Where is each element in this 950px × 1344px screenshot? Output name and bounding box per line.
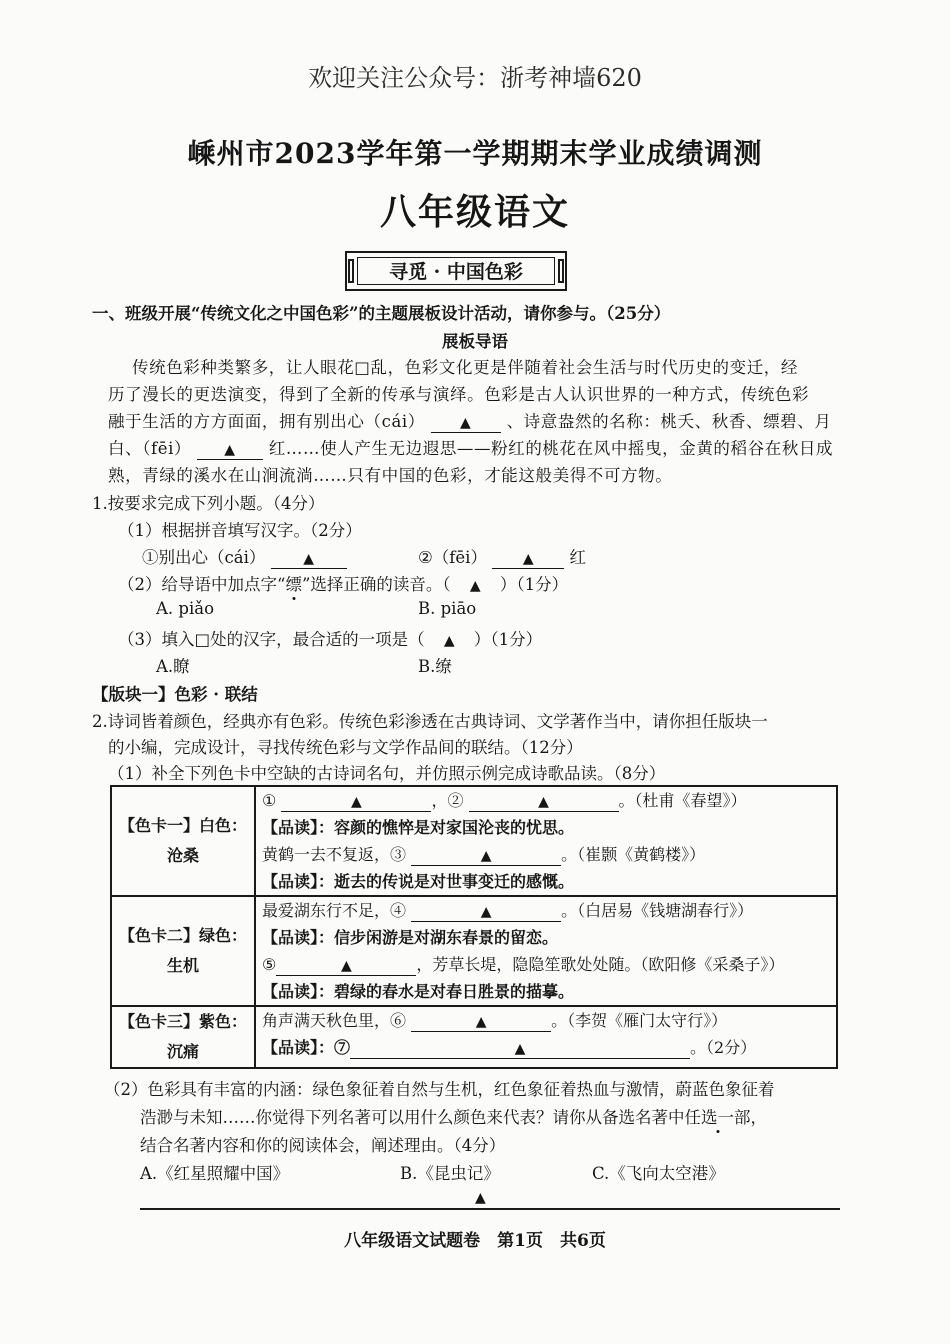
q2-sub2-line3: 结合名著内容和你的阅读体会，阐述理由。（4分）: [140, 1136, 506, 1155]
card1-line4: 【品读】：逝去的传说是对世事变迁的感慨。: [262, 872, 575, 891]
blank-1[interactable]: ▲: [281, 792, 431, 812]
q1-sub1-a-blank[interactable]: ▲: [271, 549, 347, 569]
q2-option-c[interactable]: C.《飞向太空港》: [592, 1164, 725, 1183]
q2-sub1: （1）补全下列色卡中空缺的古诗词名句，并仿照示例完成诗歌品读。（8分）: [108, 764, 666, 783]
q2-stem-line1: 2.诗词皆着颜色，经典亦有色彩。传统色彩渗透在古典诗词、文学著作当中，请你担任版块一: [92, 712, 768, 731]
q2-sub2-emphasis: 任选一部: [684, 1108, 751, 1127]
frame-ornament-right: [558, 259, 564, 283]
card2-line1-pre: 最爱湖东行不足，④: [262, 901, 407, 920]
guide-line-3a: 融于生活的方方面面，拥有别出心（cái）: [108, 412, 425, 431]
q1-sub2-opt-a[interactable]: A. piǎo: [156, 599, 215, 618]
block1-heading: 【版块一】色彩 · 联结: [92, 685, 258, 704]
section1-heading: 一、班级开展“传统文化之中国色彩”的主题展板设计活动，请你参与。（25分）: [92, 304, 671, 323]
card2-label: [111, 896, 255, 1006]
card3-line1-pre: 角声满天秋色里，⑥: [262, 1011, 407, 1030]
q2-sub2-answer-mark[interactable]: ▲: [475, 1190, 486, 1206]
frame-ornament-left: [348, 259, 354, 283]
q1-sub3-answer[interactable]: ▲: [443, 633, 455, 649]
guide-title: 展板导语: [442, 332, 508, 351]
card1-line1: [262, 787, 830, 814]
q2-sub2-line2-post: ，: [750, 1108, 767, 1127]
guide-line-4a: 白、（fēi）: [108, 439, 192, 458]
blank-5[interactable]: ▲: [276, 956, 416, 976]
q1-sub1-a-label: ①别出心（cái）: [142, 548, 266, 567]
color-card-1: [111, 786, 837, 896]
guide-line-1: 传统色彩种类繁多，让人眼花□乱，色彩文化更是伴随着社会生活与时代历史的变迁，经: [132, 358, 798, 377]
q1-sub3-stem: （3）填入□处的汉字，最合适的一项是（: [118, 630, 425, 649]
card3-content: [255, 1006, 837, 1068]
card1-line3-post: 。（崔颢《黄鹤楼》）: [561, 845, 706, 864]
q1-sub3-opt-b[interactable]: B.缭: [418, 657, 452, 676]
color-card-2: [111, 896, 837, 1006]
guide-line-3: [108, 408, 831, 433]
q2-sub2-line2-pre: 浩渺与未知……你觉得下列名著可以用什么颜色来代表？请你从备选名著中: [140, 1108, 685, 1127]
theme-box: [345, 251, 567, 291]
q1-sub1-b-label: ②（fēi）: [418, 548, 487, 567]
exam-title: 嵊州市2023学年第一学期期末学业成绩调测: [187, 137, 763, 170]
card2-line3-post: ，芳草长堤，隐隐笙歌处处随。（欧阳修《采桑子》）: [416, 955, 785, 974]
q2-sub2-line2: [140, 1104, 767, 1128]
q1-sub1: （1）根据拼音填写汉字。（2分）: [118, 521, 362, 540]
card1-line3: [262, 841, 830, 868]
color-card-table: [110, 785, 838, 1069]
q1-sub1-b-blank[interactable]: ▲: [492, 549, 564, 569]
q2-option-b[interactable]: B.《昆虫记》: [400, 1164, 500, 1183]
blank-7[interactable]: ▲: [350, 1039, 690, 1059]
card2-line1: [262, 897, 830, 924]
card1-line1-pre: ①: [262, 791, 277, 810]
footer-divider: [140, 1208, 840, 1210]
card3-line2-pre: 【品读】：⑦: [262, 1038, 351, 1057]
q1-sub2-answer[interactable]: ▲: [469, 578, 481, 594]
card2-line3: [262, 951, 830, 978]
blank-2[interactable]: ▲: [469, 792, 619, 812]
q1-stem: 1.按要求完成下列小题。（4分）: [92, 494, 325, 513]
card1-label-line2: 沧桑: [166, 846, 199, 865]
q1-sub1-a: [142, 544, 347, 569]
card3-line1: [262, 1007, 830, 1034]
guide-line-4b: 红……使人产生无边遐思——粉红的桃花在风中摇曳，金黄的稻谷在秋日成: [268, 439, 834, 458]
card2-content: [255, 896, 837, 1006]
q1-sub3-opt-a[interactable]: A.瞭: [156, 657, 190, 676]
guide-line-4: [108, 435, 833, 460]
theme-title: 寻觅 · 中国色彩: [357, 257, 555, 285]
q2-sub2-line1: （2）色彩具有丰富的内涵：绿色象征着自然与生机，红色象征着热血与激情，蔚蓝色象征着: [104, 1080, 775, 1099]
blank-3[interactable]: ▲: [411, 846, 561, 866]
card2-label-line2: 生机: [166, 956, 199, 975]
card3-line2-post: 。（2分）: [690, 1038, 757, 1057]
color-card-3: [111, 1006, 837, 1068]
q1-sub2-post: ”选择正确的读音。（: [301, 575, 451, 594]
guide-line-2: 历了漫长的更迭演变，得到了全新的传承与演绎。色彩是古人认识世界的一种方式，传统色彩: [108, 385, 810, 404]
card2-line2: 【品读】：信步闲游是对湖东春景的留恋。: [262, 928, 559, 947]
q2-stem-line2: 的小编，完成设计，寻找传统色彩与文学作品间的联结。（12分）: [108, 738, 583, 757]
card1-line1-mid: ，②: [431, 791, 464, 810]
card3-line1-post: 。（李贺《雁门太守行》）: [551, 1011, 728, 1030]
blank-6[interactable]: ▲: [411, 1012, 551, 1032]
q1-sub1-b: [418, 544, 586, 569]
guide-blank-2[interactable]: ▲: [197, 440, 263, 460]
q1-sub1-b-tail: 红: [569, 548, 586, 567]
blank-4[interactable]: ▲: [411, 902, 561, 922]
card3-label: [111, 1006, 255, 1068]
exam-subject: 八年级语文: [379, 191, 570, 233]
q2-option-a[interactable]: A.《红星照耀中国》: [140, 1164, 290, 1183]
card2-line3-pre: ⑤: [262, 955, 277, 974]
watermark-banner: 欢迎关注公众号：浙考神墙620: [308, 64, 642, 92]
card1-line1-post: 。（杜甫《春望》）: [618, 791, 747, 810]
q1-sub2-pre: （2）给导语中加点字“: [118, 575, 286, 594]
card1-label-line1: 【色卡一】白色：: [118, 816, 247, 835]
guide-line-3b: 、诗意盎然的名称：桃夭、秋香、缥碧、月: [506, 412, 832, 431]
card1-line2: 【品读】：容颜的憔悴是对家国沦丧的忧思。: [262, 818, 575, 837]
q1-sub2-opt-b[interactable]: B. piāo: [418, 599, 477, 618]
card3-line2: [262, 1034, 830, 1061]
card2-label-line1: 【色卡二】绿色：: [118, 926, 247, 945]
q1-sub3: [118, 626, 542, 650]
card2-line4: 【品读】：碧绿的春水是对春日胜景的描摹。: [262, 982, 575, 1001]
card1-line3-pre: 黄鹤一去不复返，③: [262, 845, 407, 864]
q1-sub2: [118, 571, 568, 595]
card3-label-line1: 【色卡三】紫色：: [118, 1012, 247, 1031]
q1-sub2-dotted-char: 缥: [285, 575, 302, 594]
q1-sub2-end: ）（1分）: [499, 575, 569, 594]
page-footer: 八年级语文试题卷 第1页 共6页: [344, 1231, 606, 1251]
guide-blank-1[interactable]: ▲: [431, 413, 501, 433]
guide-line-5: 熟，青绿的溪水在山涧流淌……只有中国的色彩，才能这般美得不可方物。: [108, 466, 673, 485]
card1-content: [255, 786, 837, 896]
q1-sub3-end: ）（1分）: [473, 630, 543, 649]
card2-line1-post: 。（白居易《钱塘湖春行》）: [561, 901, 754, 920]
card3-label-line2: 沉痛: [166, 1042, 199, 1061]
card1-label: [111, 786, 255, 896]
